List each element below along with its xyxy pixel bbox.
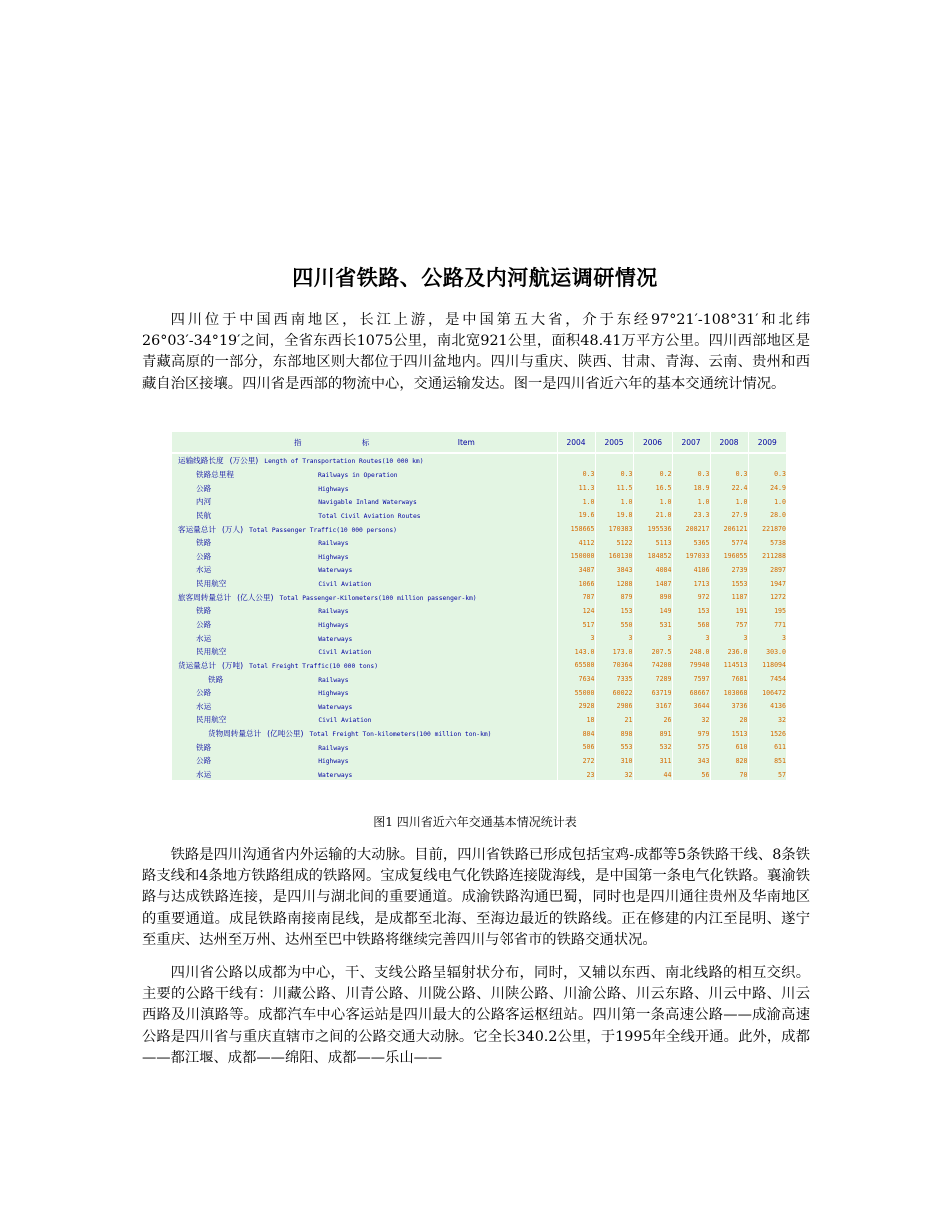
statistics-table-body [172, 453, 786, 780]
row-label-cell [172, 713, 557, 727]
table-value-cell: 60022 [595, 686, 633, 700]
table-value-cell: 1487 [633, 577, 672, 591]
table-value-cell: 32 [748, 713, 786, 727]
table-value-cell: 23 [557, 768, 595, 780]
table-row [172, 727, 786, 741]
table-value-cell: 11.5 [595, 481, 633, 495]
year-column-header: 2004 [557, 432, 595, 453]
row-label-en: Total Passenger Traffic(10 000 persons) [249, 526, 397, 534]
row-label-en: Railways [318, 676, 349, 684]
table-value-cell: 553 [595, 740, 633, 754]
row-label-en: Civil Aviation [318, 581, 372, 589]
table-value-cell: 5113 [633, 536, 672, 550]
year-column-header: 2005 [595, 432, 633, 453]
row-label-en: Railways [318, 744, 349, 752]
table-value-cell: 506 [557, 740, 595, 754]
table-value-cell: 787 [557, 590, 595, 604]
row-label-cell [172, 604, 557, 618]
row-label-cn: 民航 [196, 510, 212, 520]
table-value-cell: 65580 [557, 659, 595, 673]
table-value-cell: 7634 [557, 672, 595, 686]
table-value-cell: 70364 [595, 659, 633, 673]
table-value-cell: 196055 [710, 549, 748, 563]
table-value-cell: 24.9 [748, 481, 786, 495]
intro-paragraph: 四川位于中国西南地区，长江上游，是中国第五大省，介于东经97°21′-108°31′和北纬26°03′-34°19′之间，全省东西长1075公里，南北宽921公里，面积48.41万平方公里。四川西部地区是青藏高原的一部分，东部地区则大都位于四川盆地内。四川与重庆、陕西、甘肃、青海、云南、贵州和西藏自治区接壤。四川省是西部的物流中心，交通运输发达。图一是四川省近六年的基本交通统计情况。 [142, 312, 810, 392]
table-value-cell: 191 [710, 604, 748, 618]
row-label-cn: 水运 [196, 701, 212, 711]
table-value-cell: 7454 [748, 672, 786, 686]
row-label-en: Total Freight Traffic(10 000 tons) [249, 662, 378, 670]
table-value-cell: 771 [748, 618, 786, 632]
row-label-en: Total Freight Ton-kilometers(100 million ton-km) [309, 731, 492, 739]
row-label-cn: 货运量总计 [178, 660, 216, 670]
table-value-cell: 32 [672, 713, 710, 727]
table-value-cell: 3 [672, 631, 710, 645]
row-label-cn: 客运量总计 [178, 524, 216, 534]
table-row [172, 768, 786, 780]
table-value-cell: 0.3 [710, 468, 748, 482]
row-label-cn: 水运 [196, 770, 212, 780]
table-value-cell: 828 [710, 754, 748, 768]
row-label-cn: 民用航空 [196, 579, 227, 589]
figure-caption: 图1 四川省近六年交通基本情况统计表 [373, 815, 577, 829]
table-value-cell: 1066 [557, 577, 595, 591]
table-value-cell: 184852 [633, 549, 672, 563]
row-label-en: Highways [318, 758, 349, 766]
row-label-cn: 水运 [196, 633, 212, 643]
row-label-cell [172, 740, 557, 754]
table-row [172, 604, 786, 618]
table-value-cell: 303.0 [748, 645, 786, 659]
row-label-cell [172, 549, 557, 563]
table-value-cell: 4136 [748, 700, 786, 714]
row-label-cell [172, 522, 557, 536]
table-row [172, 740, 786, 754]
row-label-en: Waterways [318, 635, 353, 643]
row-label-cell [172, 468, 557, 482]
year-column-header: 2008 [710, 432, 748, 453]
row-label-cell [172, 700, 557, 714]
row-label-cell [172, 659, 557, 673]
table-value-cell: 70 [710, 768, 748, 780]
table-value-cell: 114513 [710, 659, 748, 673]
table-row [172, 590, 786, 604]
row-label-cn: 水运 [196, 565, 212, 575]
table-row [172, 495, 786, 509]
table-value-cell: 74200 [633, 659, 672, 673]
row-label-cn: 内河 [196, 497, 212, 507]
table-value-cell: 531 [633, 618, 672, 632]
row-label-cell [172, 686, 557, 700]
table-row [172, 713, 786, 727]
row-label-cell [172, 631, 557, 645]
row-label-en: Civil Aviation [318, 717, 372, 725]
table-value-cell: 57 [748, 768, 786, 780]
table-value-cell: 7681 [710, 672, 748, 686]
row-label-cell [172, 495, 557, 509]
table-value-cell: 1713 [672, 577, 710, 591]
row-label-unit: (亿吨公里) [267, 729, 304, 739]
table-value-cell: 3 [633, 631, 672, 645]
table-value-cell: 0.3 [557, 468, 595, 482]
table-value-cell: 1.0 [557, 495, 595, 509]
table-value-cell: 153 [595, 604, 633, 618]
table-value-cell: 170383 [595, 522, 633, 536]
table-value-cell: 0.2 [633, 468, 672, 482]
table-value-cell: 1526 [748, 727, 786, 741]
table-value-cell: 1187 [710, 590, 748, 604]
row-label-cn: 铁路 [208, 674, 224, 684]
table-value-cell: 150000 [557, 549, 595, 563]
table-row [172, 536, 786, 550]
table-value-cell: 32 [595, 768, 633, 780]
table-value-cell [710, 453, 748, 468]
table-value-cell: 118094 [748, 659, 786, 673]
table-value-cell [748, 453, 786, 468]
table-value-cell: 532 [633, 740, 672, 754]
row-label-cell [172, 590, 557, 604]
row-label-cell [172, 727, 557, 741]
year-column-header: 2006 [633, 432, 672, 453]
row-label-unit: (万人) [221, 524, 244, 534]
row-label-cell [172, 672, 557, 686]
table-value-cell: 3 [710, 631, 748, 645]
table-value-cell: 979 [672, 727, 710, 741]
table-value-cell: 7289 [633, 672, 672, 686]
table-value-cell: 28 [710, 713, 748, 727]
table-value-cell: 27.9 [710, 509, 748, 523]
table-row [172, 453, 786, 468]
row-label-cn: 旅客周转量总计 [178, 592, 232, 602]
table-value-cell: 221870 [748, 522, 786, 536]
table-value-cell: 124 [557, 604, 595, 618]
table-value-cell: 4106 [672, 563, 710, 577]
table-value-cell: 0.3 [748, 468, 786, 482]
table-value-cell: 1553 [710, 577, 748, 591]
table-value-cell: 1.0 [595, 495, 633, 509]
table-value-cell: 143.0 [557, 645, 595, 659]
row-label-en: Total Passenger-Kilometers(100 million passenger-km) [279, 594, 477, 602]
table-value-cell: 1.0 [633, 495, 672, 509]
table-value-cell: 0.3 [595, 468, 633, 482]
table-value-cell: 4084 [633, 563, 672, 577]
row-label-cn: 铁路 [196, 742, 212, 752]
table-value-cell: 1513 [710, 727, 748, 741]
highway-paragraph: 四川省公路以成都为中心，干、支线公路呈辐射状分布，同时，又辅以东西、南北线路的相互交织。主要的公路干线有：川藏公路、川青公路、川陇公路、川陕公路、川渝公路、川云东路、川云中路、川云西路及川滇路等。成都汽车中心客运站是四川最大的公路客运枢纽站。四川第一条高速公路——成渝高速公路是四川省与重庆直辖市之间的公路交通大动脉。它全长340.2公里，于1995年全线开通。此外，成都——都江堰、成都——绵阳、成都——乐山—— [142, 965, 810, 1066]
table-value-cell: 5738 [748, 536, 786, 550]
row-label-cn: 货物周转量总计 [208, 729, 262, 739]
table-value-cell: 19.6 [557, 509, 595, 523]
row-label-cn: 运输线路长度 [178, 456, 224, 466]
row-label-cell [172, 481, 557, 495]
table-value-cell: 804 [557, 727, 595, 741]
row-label-en: Navigable Inland Waterways [318, 499, 417, 507]
row-label-cn: 铁路总里程 [196, 469, 234, 479]
table-value-cell: 517 [557, 618, 595, 632]
table-value-cell: 55000 [557, 686, 595, 700]
table-value-cell: 236.0 [710, 645, 748, 659]
row-label-en: Highways [318, 690, 349, 698]
railway-paragraph: 铁路是四川沟通省内外运输的大动脉。目前，四川省铁路已形成包括宝鸡-成都等5条铁路干线、8条铁路支线和4条地方铁路组成的铁路网。宝成复线电气化铁路连接陇海线，是中国第一条电气化铁路。襄渝铁路与达成铁路连接，是四川与湖北间的重要通道。成渝铁路沟通巴蜀，同时也是四川通往贵州及华南地区的重要通道。成昆铁路南接南昆线，是成都至北海、至海边最近的铁路线。正在修建的内江至昆明、遂宁至重庆、达州至万州、达州至巴中铁路将继续完善四川与邻省市的铁路交通状况。 [142, 847, 810, 948]
table-value-cell: 7335 [595, 672, 633, 686]
row-label-en: Highways [318, 622, 349, 629]
table-value-cell: 22.4 [710, 481, 748, 495]
row-label-en: Total Civil Aviation Routes [318, 512, 421, 520]
table-value-cell: 160130 [595, 549, 633, 563]
table-value-cell: 891 [633, 727, 672, 741]
table-value-cell: 208217 [672, 522, 710, 536]
row-label-cn: 公路 [196, 688, 212, 698]
table-value-cell: 611 [748, 740, 786, 754]
table-value-cell: 890 [633, 590, 672, 604]
table-value-cell: 7597 [672, 672, 710, 686]
table-value-cell: 173.0 [595, 645, 633, 659]
table-value-cell: 158665 [557, 522, 595, 536]
table-value-cell: 21 [595, 713, 633, 727]
row-label-cell [172, 509, 557, 523]
row-label-en: Waterways [318, 703, 353, 711]
item-column-header [172, 432, 557, 453]
table-value-cell: 3167 [633, 700, 672, 714]
table-value-cell: 68667 [672, 686, 710, 700]
table-value-cell: 3487 [557, 563, 595, 577]
table-value-cell: 16.5 [633, 481, 672, 495]
header-cn-zhi: 指 [294, 437, 302, 447]
table-row [172, 549, 786, 563]
year-column-header: 2007 [672, 432, 710, 453]
table-value-cell: 103068 [710, 686, 748, 700]
row-label-en: Waterways [318, 772, 353, 780]
row-label-cn: 民用航空 [196, 647, 227, 657]
table-value-cell: 3843 [595, 563, 633, 577]
table-value-cell: 18.9 [672, 481, 710, 495]
table-value-cell: 0.3 [672, 468, 710, 482]
table-value-cell: 19.8 [595, 509, 633, 523]
statistics-table-figure [172, 432, 786, 780]
row-label-cn: 公路 [196, 551, 212, 561]
table-value-cell: 1272 [748, 590, 786, 604]
row-label-en: Civil Aviation [318, 649, 372, 657]
table-value-cell: 211288 [748, 549, 786, 563]
row-label-cell [172, 536, 557, 550]
table-value-cell: 4112 [557, 536, 595, 550]
table-value-cell: 1288 [595, 577, 633, 591]
row-label-cell [172, 563, 557, 577]
table-value-cell: 879 [595, 590, 633, 604]
table-value-cell: 5774 [710, 536, 748, 550]
row-label-cell [172, 754, 557, 768]
table-value-cell [672, 453, 710, 468]
table-value-cell: 248.0 [672, 645, 710, 659]
table-value-cell: 2897 [748, 563, 786, 577]
table-value-cell: 5122 [595, 536, 633, 550]
year-column-header: 2009 [748, 432, 786, 453]
row-label-cn: 铁路 [196, 606, 212, 616]
row-label-cn: 铁路 [196, 538, 212, 548]
row-label-cn: 公路 [196, 620, 212, 629]
table-value-cell: 207.5 [633, 645, 672, 659]
document-title: 四川省铁路、公路及内河航运调研情况 [292, 266, 658, 290]
row-label-cell [172, 453, 557, 468]
table-value-cell: 1.0 [710, 495, 748, 509]
table-value-cell: 18 [557, 713, 595, 727]
table-value-cell: 5365 [672, 536, 710, 550]
table-value-cell [595, 453, 633, 468]
table-row [172, 577, 786, 591]
table-value-cell: 206121 [710, 522, 748, 536]
row-label-en: Waterways [318, 567, 353, 575]
table-value-cell: 56 [672, 768, 710, 780]
table-row [172, 700, 786, 714]
table-row [172, 481, 786, 495]
table-row [172, 618, 786, 632]
row-label-cell [172, 577, 557, 591]
table-value-cell: 550 [595, 618, 633, 632]
table-value-cell: 310 [595, 754, 633, 768]
statistics-table [172, 432, 786, 780]
table-row [172, 468, 786, 482]
row-label-cn: 公路 [196, 483, 212, 493]
table-value-cell: 568 [672, 618, 710, 632]
table-row [172, 645, 786, 659]
table-value-cell [557, 453, 595, 468]
table-value-cell: 343 [672, 754, 710, 768]
table-value-cell: 63719 [633, 686, 672, 700]
row-label-en: Railways [318, 540, 349, 548]
table-value-cell: 851 [748, 754, 786, 768]
row-label-unit: (亿人公里) [237, 592, 274, 602]
header-en-item: Item [457, 437, 475, 447]
table-value-cell: 44 [633, 768, 672, 780]
table-value-cell: 3 [595, 631, 633, 645]
table-header-row [172, 432, 786, 453]
table-row [172, 522, 786, 536]
table-value-cell: 2928 [557, 700, 595, 714]
table-value-cell: 3644 [672, 700, 710, 714]
table-value-cell: 195536 [633, 522, 672, 536]
table-value-cell: 153 [672, 604, 710, 618]
table-row [172, 563, 786, 577]
table-value-cell: 1.0 [748, 495, 786, 509]
table-value-cell: 149 [633, 604, 672, 618]
table-row [172, 672, 786, 686]
table-value-cell: 79940 [672, 659, 710, 673]
table-row [172, 686, 786, 700]
table-value-cell: 195 [748, 604, 786, 618]
table-value-cell: 106472 [748, 686, 786, 700]
row-label-en: Railways [318, 608, 349, 616]
table-value-cell: 610 [710, 740, 748, 754]
table-row [172, 509, 786, 523]
row-label-en: Highways [318, 553, 349, 561]
table-value-cell: 898 [595, 727, 633, 741]
table-value-cell [633, 453, 672, 468]
row-label-cell [172, 645, 557, 659]
table-row [172, 631, 786, 645]
table-value-cell: 28.0 [748, 509, 786, 523]
row-label-cell [172, 618, 557, 632]
table-row [172, 659, 786, 673]
row-label-en: Length of Transportation Routes(10 000 km) [264, 458, 424, 466]
table-value-cell: 2986 [595, 700, 633, 714]
row-label-en: Railways in Operation [317, 471, 398, 479]
row-label-en: Highways [318, 485, 349, 493]
row-label-unit: (万吨) [221, 660, 244, 670]
table-value-cell: 1.0 [672, 495, 710, 509]
table-value-cell: 23.3 [672, 509, 710, 523]
table-value-cell: 3736 [710, 700, 748, 714]
table-value-cell: 1947 [748, 577, 786, 591]
table-value-cell: 311 [633, 754, 672, 768]
table-value-cell: 757 [710, 618, 748, 632]
table-value-cell: 11.3 [557, 481, 595, 495]
table-value-cell: 575 [672, 740, 710, 754]
row-label-cn: 民用航空 [196, 715, 227, 725]
row-label-cn: 公路 [196, 756, 212, 766]
table-value-cell: 197033 [672, 549, 710, 563]
table-row [172, 754, 786, 768]
table-value-cell: 21.0 [633, 509, 672, 523]
row-label-cell [172, 768, 557, 780]
table-value-cell: 272 [557, 754, 595, 768]
header-cn-biao: 标 [361, 437, 370, 447]
table-value-cell: 2739 [710, 563, 748, 577]
table-value-cell: 26 [633, 713, 672, 727]
table-value-cell: 972 [672, 590, 710, 604]
table-value-cell: 3 [748, 631, 786, 645]
row-label-unit: (万公里) [229, 456, 259, 466]
table-value-cell: 3 [557, 631, 595, 645]
